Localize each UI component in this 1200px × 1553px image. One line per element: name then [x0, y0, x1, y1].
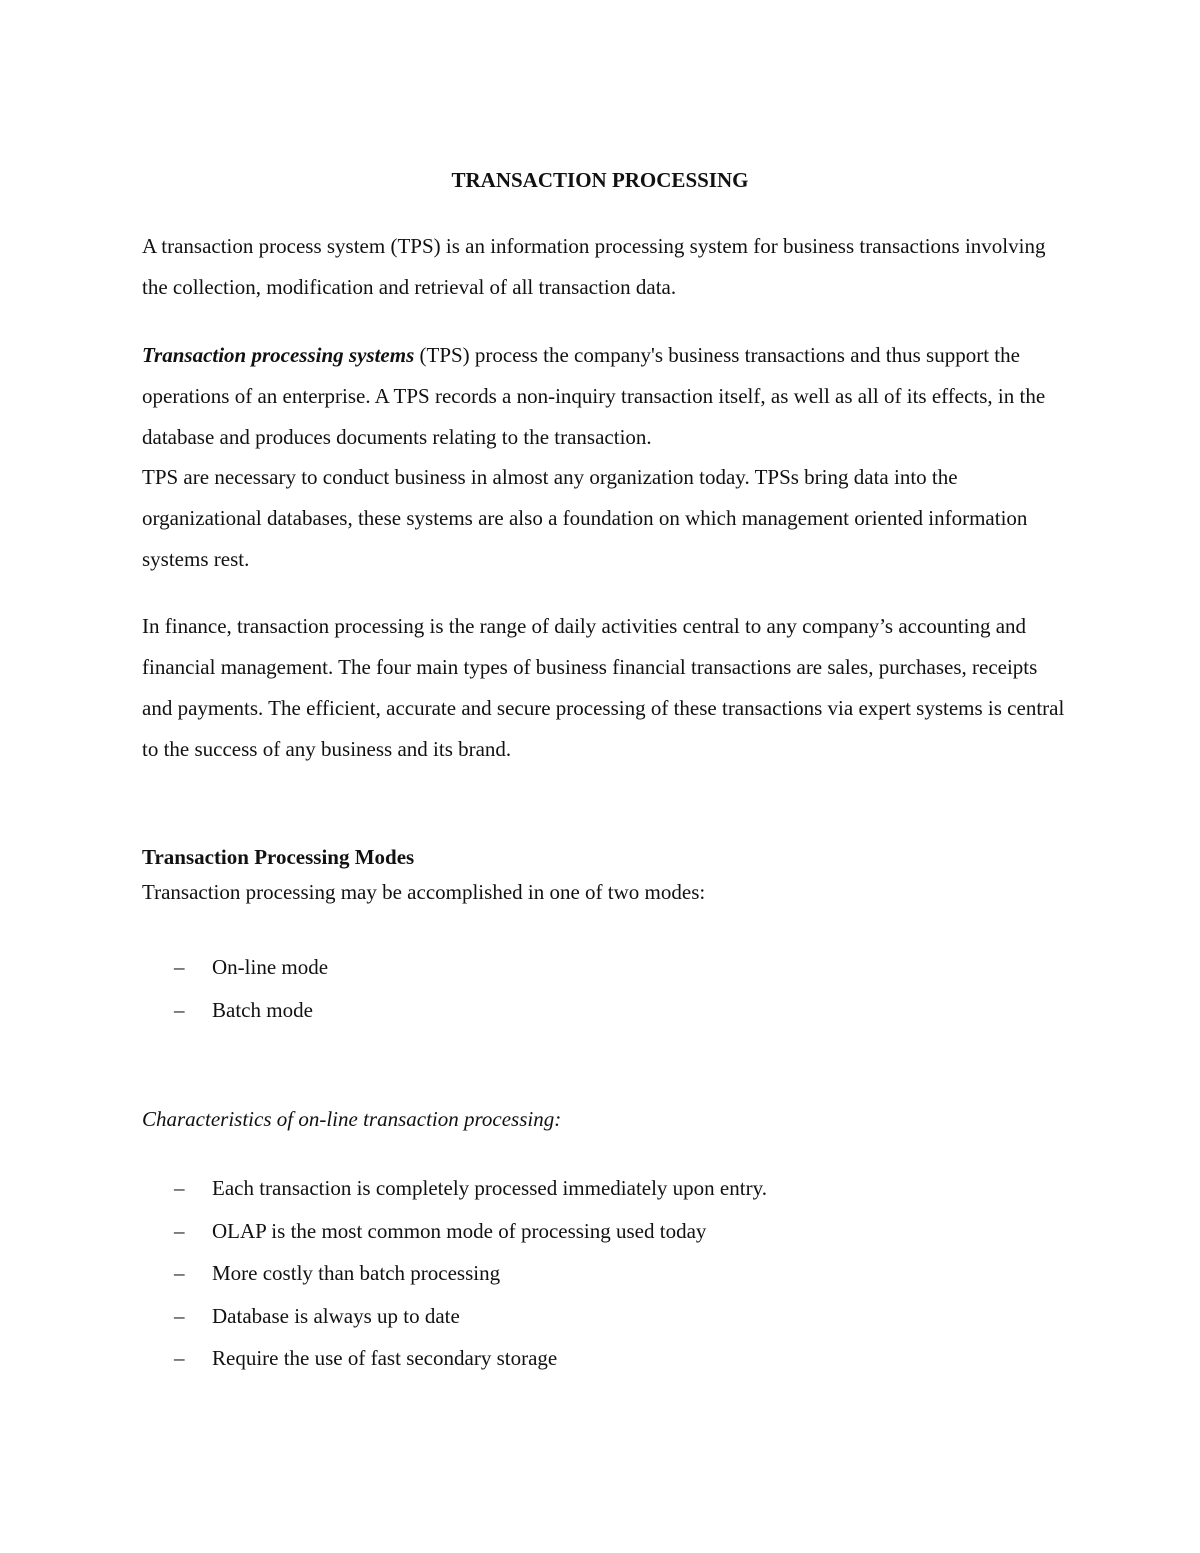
- dash-bullet: –: [174, 1176, 185, 1200]
- mode-batch: Batch mode: [212, 997, 313, 1022]
- paragraph-finance: In finance, transaction processing is the range of daily activities central to any company’s accounting and financial management. The four main types of business financial transactions are sales, purchases, receipts and payments. The efficient, accurate and secure processing of these transactions via expert systems is central to the success of any business and its brand.: [142, 614, 1065, 761]
- characteristic-text: OLAP is the most common mode of processing used today: [212, 1218, 707, 1243]
- dash-bullet: –: [174, 1218, 185, 1243]
- dash-bullet: –: [174, 955, 185, 979]
- paragraph-tps-operations-text: (TPS) process the company's business transactions and thus support the operations of an enterprise. A TPS records a non-inquiry transaction itself, as well as all of its effects, in the database and produces documents relating to the transaction.: [142, 343, 1046, 449]
- dash-bullet: –: [174, 1303, 185, 1328]
- characteristic-text: Database is always up to date: [212, 1303, 460, 1328]
- modes-intro: Transaction processing may be accomplished in one of two modes:: [142, 880, 706, 904]
- paragraph-tps-necessity: TPS are necessary to conduct business in almost any organization today. TPSs bring data into the organizational databases, these systems are also a foundation on which management oriented information systems rest.: [142, 465, 1028, 571]
- characteristic-text: Each transaction is completely processed immediately upon entry.: [212, 1176, 767, 1200]
- dash-bullet: –: [174, 1346, 185, 1370]
- characteristic-text: More costly than batch processing: [212, 1261, 501, 1285]
- modes-heading: Transaction Processing Modes: [142, 845, 415, 869]
- term-transaction-processing-systems: Transaction processing systems: [142, 343, 415, 367]
- paragraph-tps-definition: A transaction process system (TPS) is an information processing system for business transactions involving the collection, modification and retrieval of all transaction data.: [142, 234, 1046, 299]
- document-title: TRANSACTION PROCESSING: [451, 168, 749, 192]
- dash-bullet: –: [174, 997, 185, 1022]
- dash-bullet: –: [174, 1261, 185, 1285]
- characteristic-text: Require the use of fast secondary storage: [212, 1346, 558, 1370]
- paragraph-tps-operations: [142, 335, 1072, 458]
- mode-online: On-line mode: [212, 955, 329, 979]
- online-characteristics-heading: Characteristics of on-line transaction processing:: [142, 1107, 562, 1131]
